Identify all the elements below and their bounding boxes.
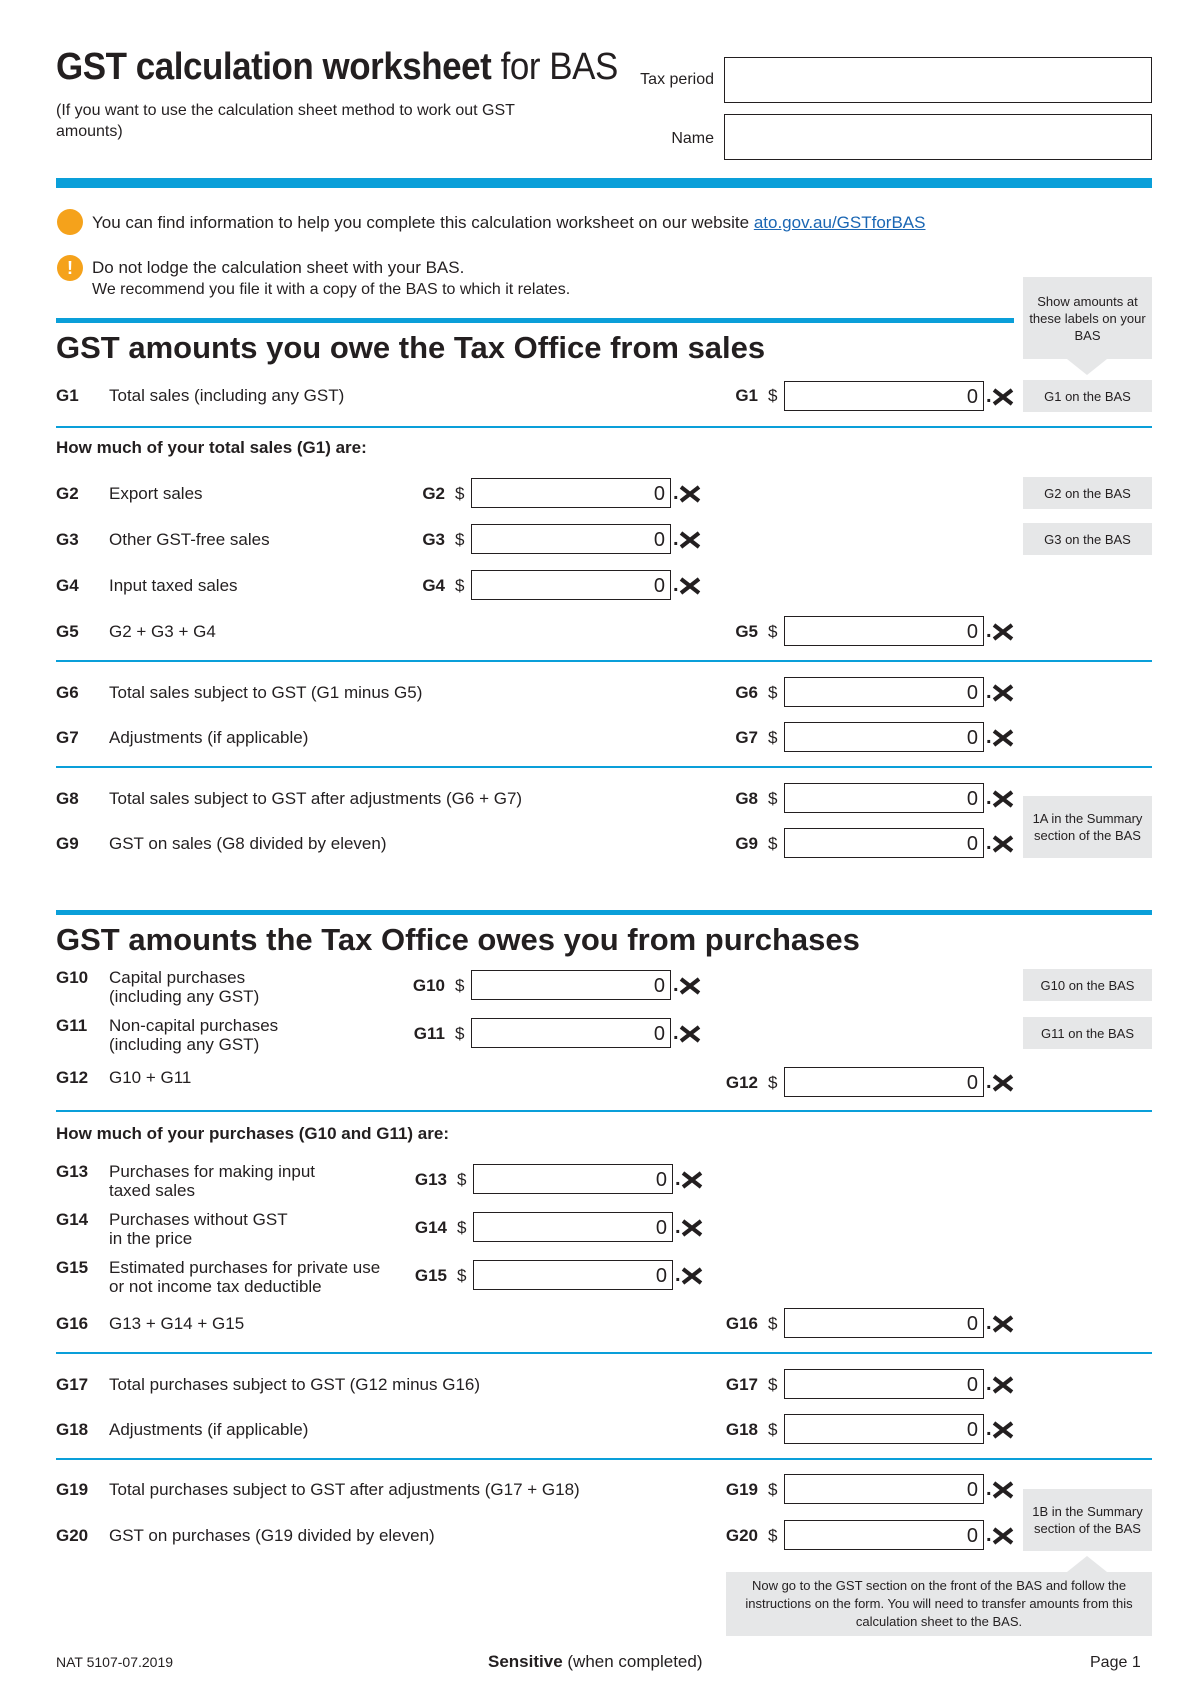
g11-desc xyxy=(109,1016,278,1054)
name-label: Name xyxy=(671,130,714,147)
g5-code: G5 xyxy=(56,622,79,641)
g16-desc: G13 + G14 + G15 xyxy=(109,1314,245,1333)
dollar-sign: $ xyxy=(768,1375,778,1394)
one-a-bas-note-text: 1A in the Summary section of the BAS xyxy=(1032,811,1143,843)
g10-amount-input[interactable]: 0 xyxy=(471,970,671,1000)
cross-out-cents-icon xyxy=(681,1267,703,1285)
g10-field-code: G10 xyxy=(412,976,445,995)
g8-desc: Total sales subject to GST after adjustments (G6 + G7) xyxy=(109,789,523,808)
g14-field-code: G14 xyxy=(414,1218,447,1237)
sales-subheading: How much of your total sales (G1) are: xyxy=(56,438,367,457)
g10-desc-line2: (including any GST) xyxy=(109,987,260,1006)
g13-desc-line2: taxed sales xyxy=(109,1181,195,1200)
dollar-sign: $ xyxy=(768,1526,778,1545)
g9-code: G9 xyxy=(56,834,79,853)
cross-out-cents-icon xyxy=(679,531,701,549)
cents-separator: . xyxy=(986,1418,992,1440)
cents-separator: . xyxy=(675,1216,681,1238)
title-light: for BAS xyxy=(491,46,618,88)
g20-desc: GST on purchases (G19 divided by eleven) xyxy=(109,1526,435,1545)
dollar-sign: $ xyxy=(455,530,465,549)
g3-code: G3 xyxy=(56,530,79,549)
cross-out-cents-icon xyxy=(992,729,1014,747)
g18-desc: Adjustments (if applicable) xyxy=(109,1420,309,1439)
g2-amount-input[interactable]: 0 xyxy=(471,478,671,508)
dollar-sign: $ xyxy=(768,789,778,808)
exclamation-glyph: ! xyxy=(67,258,73,278)
g13-amount-input[interactable]: 0 xyxy=(473,1164,673,1194)
sales-section-title: GST amounts you owe the Tax Office from sales xyxy=(56,330,766,365)
cross-out-cents-icon xyxy=(681,1219,703,1237)
g20-amount-input[interactable]: 0 xyxy=(784,1520,984,1550)
g13-code: G13 xyxy=(56,1162,89,1181)
cross-out-cents-icon xyxy=(679,577,701,595)
purchases-section-rule xyxy=(56,910,1152,915)
dollar-sign: $ xyxy=(768,728,778,747)
g14-desc-line1: Purchases without GST xyxy=(109,1210,288,1229)
one-b-bas-note xyxy=(1023,1489,1152,1551)
g5-field-code: G5 xyxy=(735,622,758,641)
final-instruction-text: Now go to the GST section on the front of the BAS and follow the instructions on the form. You will need to transfer amounts from this calculation sheet to the BAS. xyxy=(745,1578,1133,1629)
dollar-sign: $ xyxy=(457,1266,467,1285)
dollar-sign: $ xyxy=(457,1170,467,1189)
g16-code: G16 xyxy=(56,1314,89,1333)
dollar-sign: $ xyxy=(768,386,778,405)
g13-desc xyxy=(109,1162,315,1200)
dollar-sign: $ xyxy=(768,1314,778,1333)
dollar-sign: $ xyxy=(457,1218,467,1237)
dollar-sign: $ xyxy=(768,1420,778,1439)
form-code: NAT 5107-07.2019 xyxy=(56,1654,174,1670)
cross-out-cents-icon xyxy=(992,1527,1014,1545)
g15-desc xyxy=(109,1258,380,1296)
show-amounts-text: Show amounts at these labels on your BAS xyxy=(1029,293,1146,343)
g6-code: G6 xyxy=(56,683,79,702)
cents-separator: . xyxy=(675,1264,681,1286)
cross-out-cents-icon xyxy=(992,1421,1014,1439)
sensitive-label: Sensitive xyxy=(488,1652,563,1671)
g2-field-code: G2 xyxy=(422,484,445,503)
g1-amount-input[interactable]: 0 xyxy=(784,381,984,411)
g4-field-code: G4 xyxy=(422,576,445,595)
g5-amount-input[interactable]: 0 xyxy=(784,616,984,646)
page-number: Page 1 xyxy=(1090,1654,1141,1671)
cents-separator: . xyxy=(986,385,992,407)
cents-separator: . xyxy=(673,528,679,550)
cross-out-cents-icon xyxy=(992,623,1014,641)
cents-separator: . xyxy=(986,1478,992,1500)
info-text: You can find information to help you complete this calculation worksheet on our website xyxy=(92,213,754,232)
g2-desc: Export sales xyxy=(109,484,203,503)
g15-code: G15 xyxy=(56,1258,89,1277)
purchases-subheading: How much of your purchases (G10 and G11) are: xyxy=(56,1124,449,1143)
dollar-sign: $ xyxy=(455,976,465,995)
g13-field-code: G13 xyxy=(414,1170,447,1189)
g3-bas-note-text: G3 on the BAS xyxy=(1044,531,1131,547)
one-a-bas-note xyxy=(1023,796,1152,858)
cents-separator: . xyxy=(986,1373,992,1395)
g9-field-code: G9 xyxy=(735,834,758,853)
cross-out-cents-icon xyxy=(992,684,1014,702)
g13-desc-line1: Purchases for making input xyxy=(109,1162,315,1181)
sensitivity-marker xyxy=(488,1652,703,1672)
info-dot-icon xyxy=(57,209,83,235)
g8-field-code: G8 xyxy=(735,789,758,808)
sales-section-rule xyxy=(56,318,1014,323)
purchases-section-title: GST amounts the Tax Office owes you from purchases xyxy=(56,922,860,957)
g12-amount-input[interactable]: 0 xyxy=(784,1067,984,1097)
divider xyxy=(56,766,1152,768)
g10-desc xyxy=(109,968,259,1006)
g10-code: G10 xyxy=(56,968,89,987)
title-bold: GST calculation worksheet xyxy=(56,46,492,88)
g8-amount-input[interactable]: 0 xyxy=(784,783,984,813)
page-title xyxy=(56,46,618,89)
cents-separator: . xyxy=(986,1312,992,1334)
g11-bas-note-text: G11 on the BAS xyxy=(1041,1025,1134,1041)
g14-desc-line2: in the price xyxy=(109,1229,193,1248)
tax-period-label: Tax period xyxy=(640,71,714,88)
cents-separator: . xyxy=(986,726,992,748)
cents-separator: . xyxy=(673,574,679,596)
g19-amount-input[interactable]: 0 xyxy=(784,1474,984,1504)
g7-field-code: G7 xyxy=(735,728,758,747)
divider xyxy=(56,1110,1152,1112)
dollar-sign: $ xyxy=(455,576,465,595)
lodge-warning xyxy=(92,258,570,302)
one-b-bas-note-text: 1B in the Summary section of the BAS xyxy=(1032,1504,1143,1536)
exclamation-dot-icon xyxy=(57,255,83,281)
dollar-sign: $ xyxy=(768,834,778,853)
cents-separator: . xyxy=(986,1524,992,1546)
g1-desc: Total sales (including any GST) xyxy=(109,386,345,405)
g12-desc: G10 + G11 xyxy=(109,1068,192,1087)
g11-field-code: G11 xyxy=(413,1024,445,1043)
cross-out-cents-icon xyxy=(992,1481,1014,1499)
g8-code: G8 xyxy=(56,789,79,808)
g11-bas-note xyxy=(1023,1017,1152,1049)
g7-desc: Adjustments (if applicable) xyxy=(109,728,309,747)
cross-out-cents-icon xyxy=(679,1025,701,1043)
g17-field-code: G17 xyxy=(725,1375,758,1394)
g6-field-code: G6 xyxy=(735,683,758,702)
g17-desc: Total purchases subject to GST (G12 minus G16) xyxy=(109,1375,481,1394)
cross-out-cents-icon xyxy=(992,1376,1014,1394)
g15-desc-line1: Estimated purchases for private use xyxy=(109,1258,381,1277)
g15-amount-input[interactable]: 0 xyxy=(473,1260,673,1290)
g19-field-code: G19 xyxy=(725,1480,758,1499)
dollar-sign: $ xyxy=(455,484,465,503)
info-line xyxy=(92,213,926,233)
g20-code: G20 xyxy=(56,1526,89,1545)
g15-desc-line2: or not income tax deductible xyxy=(109,1277,322,1296)
g2-code: G2 xyxy=(56,484,79,503)
g9-amount-input[interactable]: 0 xyxy=(784,828,984,858)
show-amounts-note xyxy=(1023,277,1152,359)
g10-desc-line1: Capital purchases xyxy=(109,968,246,987)
cross-out-cents-icon xyxy=(992,1074,1014,1092)
g1-code: G1 xyxy=(56,386,79,405)
dollar-sign: $ xyxy=(768,683,778,702)
lodge-warning-bold: Do not lodge the calculation sheet with your BAS. xyxy=(92,258,465,277)
g10-bas-note xyxy=(1023,969,1152,1001)
g4-amount-input[interactable]: 0 xyxy=(471,570,671,600)
cents-separator: . xyxy=(986,681,992,703)
g19-desc: Total purchases subject to GST after adjustments (G17 + G18) xyxy=(109,1480,580,1499)
name-field[interactable] xyxy=(724,114,1152,160)
g17-amount-input[interactable]: 0 xyxy=(784,1369,984,1399)
divider xyxy=(56,1352,1152,1354)
g4-code: G4 xyxy=(56,576,79,595)
cents-separator: . xyxy=(673,1022,679,1044)
page-subtitle: (If you want to use the calculation sheet method to work out GST amounts) xyxy=(56,102,515,140)
cross-out-cents-icon xyxy=(679,977,701,995)
g1-field-code: G1 xyxy=(735,386,758,405)
g6-amount-input[interactable]: 0 xyxy=(784,677,984,707)
g3-desc: Other GST-free sales xyxy=(109,530,270,549)
cross-out-cents-icon xyxy=(992,790,1014,808)
g11-desc-line2: (including any GST) xyxy=(109,1035,260,1054)
sensitive-suffix: (when completed) xyxy=(562,1652,703,1671)
g11-desc-line1: Non-capital purchases xyxy=(109,1016,279,1035)
show-amounts-pointer xyxy=(1067,359,1107,375)
final-note-pointer xyxy=(1067,1556,1107,1572)
g12-code: G12 xyxy=(56,1068,89,1087)
cents-separator: . xyxy=(673,974,679,996)
g10-bas-note-text: G10 on the BAS xyxy=(1040,977,1135,993)
cross-out-cents-icon xyxy=(992,1315,1014,1333)
cross-out-cents-icon xyxy=(992,388,1014,406)
g16-amount-input[interactable]: 0 xyxy=(784,1308,984,1338)
cross-out-cents-icon xyxy=(681,1171,703,1189)
cents-separator: . xyxy=(986,787,992,809)
g14-desc xyxy=(109,1210,288,1248)
cents-separator: . xyxy=(986,1071,992,1093)
g9-desc: GST on sales (G8 divided by eleven) xyxy=(109,834,387,853)
g7-amount-input[interactable]: 0 xyxy=(784,722,984,752)
g3-bas-note xyxy=(1023,523,1152,555)
g15-field-code: G15 xyxy=(414,1266,447,1285)
g17-code: G17 xyxy=(56,1375,89,1394)
divider xyxy=(56,660,1152,662)
divider xyxy=(56,1458,1152,1460)
g14-code: G14 xyxy=(56,1210,89,1229)
g11-code: G11 xyxy=(56,1016,88,1035)
g6-desc: Total sales subject to GST (G1 minus G5) xyxy=(109,683,423,702)
divider xyxy=(56,426,1152,428)
g18-field-code: G18 xyxy=(725,1420,758,1439)
dollar-sign: $ xyxy=(768,1480,778,1499)
lodge-warning-text: We recommend you file it with a copy of the BAS to which it relates. xyxy=(92,281,571,298)
g14-amount-input[interactable]: 0 xyxy=(473,1212,673,1242)
g1-bas-note-text: G1 on the BAS xyxy=(1044,388,1131,404)
cross-out-cents-icon xyxy=(992,835,1014,853)
g5-desc: G2 + G3 + G4 xyxy=(109,622,216,641)
g12-field-code: G12 xyxy=(725,1073,758,1092)
website-link[interactable]: ato.gov.au/GSTforBAS xyxy=(753,213,926,232)
g20-field-code: G20 xyxy=(725,1526,758,1545)
dollar-sign: $ xyxy=(768,622,778,641)
g4-desc: Input taxed sales xyxy=(109,576,238,595)
dollar-sign: $ xyxy=(455,1024,465,1043)
g2-bas-note xyxy=(1023,477,1152,509)
g19-code: G19 xyxy=(56,1480,89,1499)
header-rule xyxy=(56,178,1152,188)
g1-bas-note xyxy=(1023,380,1152,412)
cents-separator: . xyxy=(986,832,992,854)
cents-separator: . xyxy=(675,1168,681,1190)
g11-amount-input[interactable]: 0 xyxy=(471,1018,671,1048)
cents-separator: . xyxy=(673,482,679,504)
cross-out-cents-icon xyxy=(679,485,701,503)
g2-bas-note-text: G2 on the BAS xyxy=(1044,485,1131,501)
g18-amount-input[interactable]: 0 xyxy=(784,1414,984,1444)
cents-separator: . xyxy=(986,620,992,642)
dollar-sign: $ xyxy=(768,1073,778,1092)
g3-amount-input[interactable]: 0 xyxy=(471,524,671,554)
final-instruction-note xyxy=(726,1572,1152,1636)
g16-field-code: G16 xyxy=(725,1314,758,1333)
tax-period-field[interactable] xyxy=(724,57,1152,103)
g7-code: G7 xyxy=(56,728,79,747)
g18-code: G18 xyxy=(56,1420,89,1439)
g3-field-code: G3 xyxy=(422,530,445,549)
